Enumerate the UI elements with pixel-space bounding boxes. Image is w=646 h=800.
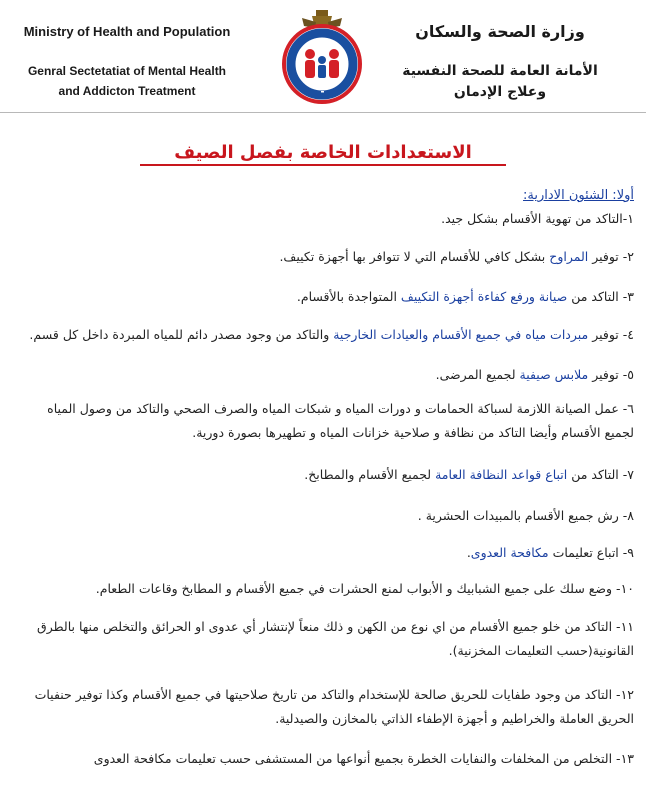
list-item: ٣- التاكد من صيانة ورفع كفاءة أجهزة التكييف المتواجدة بالأقسام. <box>296 289 634 304</box>
section-heading: أولا: الشئون الادارية: <box>523 188 634 203</box>
list-item: ١١- التاكد من خلو جميع الأقسام من اي نوع من الكهن و ذلك منعاً لإنتشار أي عدوى او الحرائق والتخلص منها بالطرق <box>37 619 634 634</box>
list-item: ١٠- وضع سلك على جميع الشبابيك و الأبواب لمنع الحشرات في جميع الأقسام و المطابخ وقاعات الطعام. <box>95 581 634 596</box>
ministry-name-en: Ministry of Health and Population <box>23 24 231 39</box>
list-item-continuation: الحريق العاملة والخراطيم و أجهزة الإطفاء الذاتي بالمخازن والصيدلية. <box>275 711 634 726</box>
secretariat-line1-en: Genral Sectetatiat of Mental Health <box>27 64 227 78</box>
secretariat-line1-ar: الأمانة العامة للصحة النفسية <box>402 63 598 79</box>
secretariat-line2-en: and Addicton Treatment <box>58 84 196 98</box>
document-title-text: الاستعدادات الخاصة بفصل الصيف <box>174 142 472 163</box>
list-item: ٢- توفير المراوح بشكل كافي للأقسام التي لا تتوافر بها أجهزة تكييف. <box>279 249 634 264</box>
list-item: ٤- توفير مبردات مياه في جميع الأقسام والعيادات الخارجية والتاكد من وجود مصدر دائم للمياه المبردة داخل كل قسم. <box>29 327 634 342</box>
list-item: ١٣- التخلص من المخلفات والنفايات الخطرة بجميع أنواعها من المستشفى حسب تعليمات مكافحة العدوى <box>93 751 634 766</box>
header-right <box>390 22 610 103</box>
secretariat-line2-ar: وعلاج الإدمان <box>453 84 547 100</box>
list-item: ٥- توفير ملابس صيفية لجميع المرضى. <box>435 367 634 382</box>
secretariat-name-en <box>12 61 242 101</box>
list-item: ١-التاكد من تهوية الأقسام بشكل جيد. <box>441 211 634 226</box>
list-item-continuation: القانونية(حسب التعليمات المخزنية). <box>448 643 634 658</box>
list-item-continuation: لجميع الأقسام وأيضا التاكد من نظافة و صلاحية خزانات المياه و تطهيرها بصورة دورية. <box>192 425 634 440</box>
list-item: ١٢- التاكد من وجود طفايات للحريق صالحة للإستخدام والتاكد من تاريخ صلاحيتها في جميع الأقسام وكذا توفير حنفيات <box>34 687 634 702</box>
list-item: ٧- التاكد من اتباع قواعد النظافة العامة لجميع الأقسام والمطابخ. <box>304 467 634 482</box>
ministry-logo <box>272 8 372 108</box>
ministry-name-ar: وزارة الصحة والسكان <box>415 22 585 41</box>
list-item: ٩- اتباع تعليمات مكافحة العدوى. <box>466 545 634 560</box>
header-divider <box>0 112 646 113</box>
title-underline <box>140 164 506 166</box>
list-item: ٨- رش جميع الأقسام بالمبيدات الحشرية . <box>417 508 634 523</box>
document-title <box>100 142 546 163</box>
secretariat-name-ar <box>390 61 610 103</box>
header-left <box>12 24 242 101</box>
list-item: ٦- عمل الصيانة اللازمة لسباكة الحمامات و دورات المياه و شبكات المياه والصرف الصحي والتاكد من وصول المياه <box>47 401 634 416</box>
